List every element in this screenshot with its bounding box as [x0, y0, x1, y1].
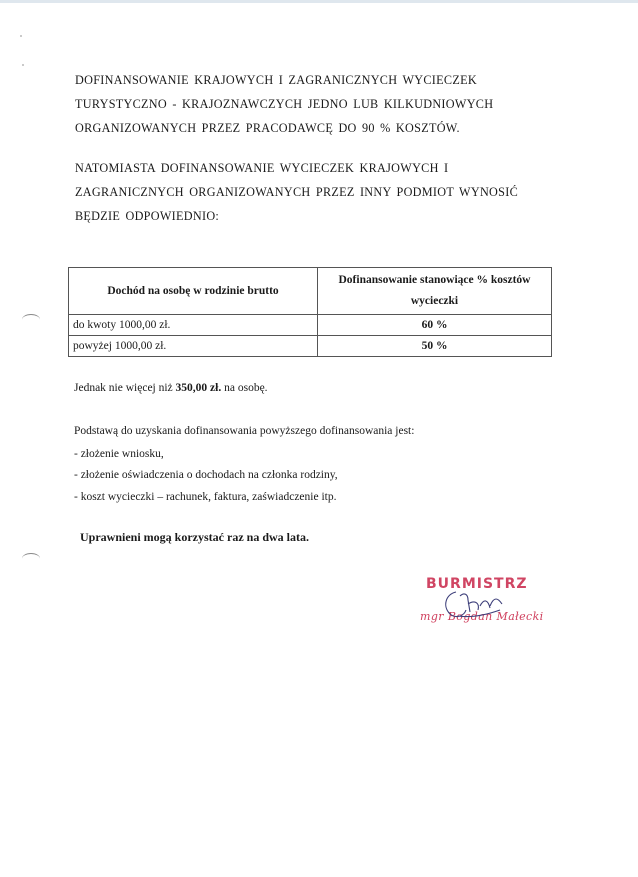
stamp-name: mgr Bogdan Małecki: [420, 610, 544, 623]
subheading-paragraph: [75, 156, 575, 228]
heading-paragraph: [75, 68, 575, 140]
heading-line: ORGANIZOWANYCH PRZEZ PRACODAWCĘ DO 90 % KOSZTÓW.: [75, 121, 460, 135]
punch-hole-mark: [22, 314, 40, 325]
scan-edge: [0, 0, 638, 3]
requirement-item: - złożenie wniosku,: [74, 448, 164, 460]
scan-speck: [20, 35, 22, 37]
scan-speck: [22, 64, 24, 66]
income-cell: do kwoty 1000,00 zł.: [69, 315, 318, 336]
limit-amount: 350,00 zł.: [175, 382, 222, 394]
requirements-intro: Podstawą do uzyskania dofinansowania powyższego dofinansowania jest:: [74, 425, 415, 437]
heading-line: DOFINANSOWANIE KRAJOWYCH I ZAGRANICZNYCH WYCIECZEK: [75, 73, 477, 87]
limit-line: [74, 378, 268, 398]
income-column-header: Dochód na osobę w rodzinie brutto: [69, 268, 318, 315]
limit-suffix: na osobę.: [224, 382, 268, 394]
subheading-line: BĘDZIE ODPOWIEDNIO:: [75, 209, 220, 223]
stamp-title: BURMISTRZ: [426, 576, 528, 592]
requirement-item: - złożenie oświadczenia o dochodach na członka rodziny,: [74, 469, 338, 481]
requirement-item: - koszt wycieczki – rachunek, faktura, zaświadczenie itp.: [74, 491, 337, 503]
percent-cell: 60 %: [318, 315, 552, 336]
percent-cell: 50 %: [318, 336, 552, 357]
eligibility-note: Uprawnieni mogą korzystać raz na dwa lata.: [80, 530, 309, 544]
heading-line: TURYSTYCZNO - KRAJOZNAWCZYCH JEDNO LUB KILKUDNIOWYCH: [75, 97, 494, 111]
table-header-row: [69, 268, 552, 315]
table-row: [69, 315, 552, 336]
handwritten-signature: [438, 588, 508, 622]
percent-column-header: Dofinansowanie stanowiące % kosztów wycieczki: [318, 268, 552, 315]
subsidy-table: [68, 267, 552, 357]
table-row: [69, 336, 552, 357]
limit-prefix: Jednak nie więcej niż: [74, 382, 173, 394]
punch-hole-mark: [22, 553, 40, 564]
income-cell: powyżej 1000,00 zł.: [69, 336, 318, 357]
subheading-line: NATOMIASTA DOFINANSOWANIE WYCIECZEK KRAJOWYCH I: [75, 161, 449, 175]
subheading-line: ZAGRANICZNYCH ORGANIZOWANYCH PRZEZ INNY PODMIOT WYNOSIĆ: [75, 185, 519, 199]
